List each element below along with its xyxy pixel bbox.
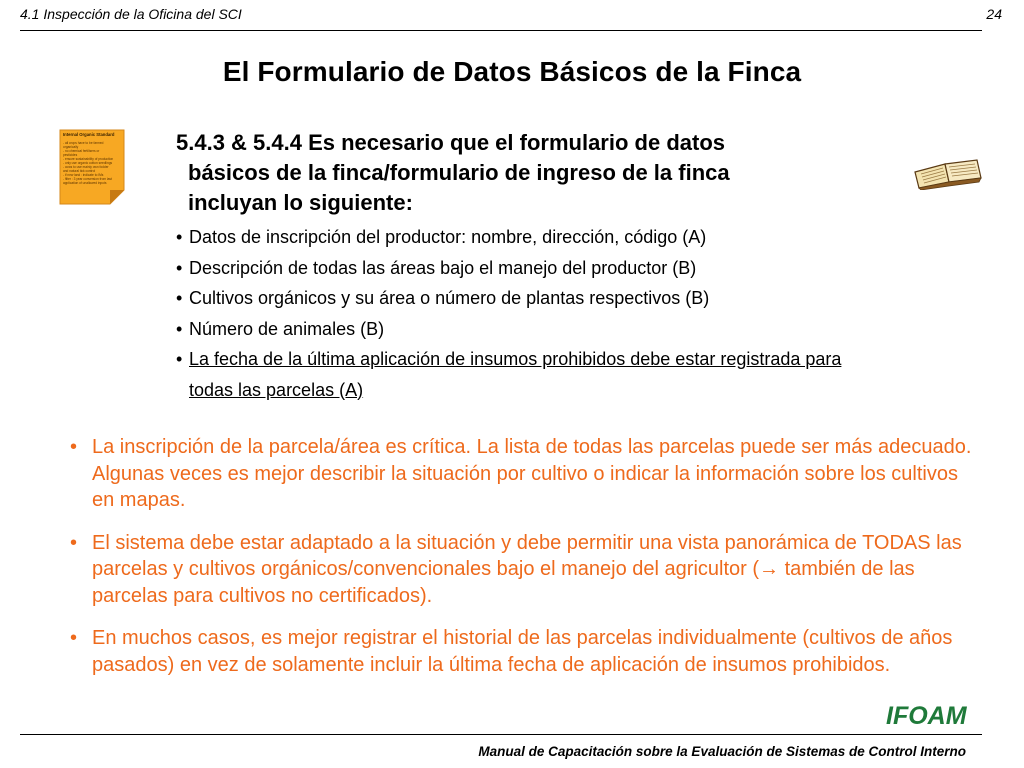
sticky-note-icon [58, 128, 126, 206]
list-item: • Descripción de todas las áreas bajo el manejo del productor (B) [176, 257, 697, 278]
note-text: La inscripción de la parcela/área es crítica. La lista de todas las parcelas puede ser más adecuado. Algunas veces es mejor describir la situación por cultivo o indicar la información sobre los cultivos en mapas. [92, 436, 972, 511]
section-heading [176, 128, 876, 218]
sticky-note-line: - if new land : indicate to IMs [63, 173, 104, 177]
note-text: El sistema debe estar adaptado a la situación y debe permitir una vista panorámica de TODAS las parcelas y cultivos orgánicos/convencionales bajo el manejo del agricultor (→ también de las parcelas para cultivos no certificados). [92, 531, 962, 607]
header-divider [20, 30, 982, 31]
logo-text: IFOAM [886, 702, 967, 728]
list-item: • Número de animales (B) [176, 318, 385, 339]
ifoam-logo [884, 700, 982, 728]
note-text: En muchos casos, es mejor registrar el historial de las parcelas individualmente (cultivos de años pasados) en vez de solamente incluir la última fecha de aplicación de insumos prohibidos. [92, 627, 953, 676]
footer-divider [20, 734, 982, 735]
footer-text: Manual de Capacitación sobre la Evaluación de Sistemas de Control Interno [478, 744, 966, 759]
list-item: • La fecha de la última aplicación de insumos prohibidos debe estar registrada para todas las parcelas (A) [176, 349, 842, 400]
notes-list [70, 434, 980, 694]
sticky-note-line: - filter : 3 year conversion from last [63, 177, 112, 181]
sticky-note-line: pesticides [63, 153, 78, 157]
sticky-note-line: - cows to use mainly own fodder [63, 165, 109, 169]
slide-title: El Formulario de Datos Básicos de la Finca [222, 56, 802, 87]
sticky-note-line: - all crops have to be farmed [63, 141, 104, 145]
sticky-note-title: Internal Organic Standard [63, 132, 115, 137]
requirement-text-underlined-cont: todas las parcelas (A) [189, 379, 364, 400]
sticky-note-line: - ensure sustainability of production [63, 157, 114, 161]
section-heading-line-3: incluyan lo siguiente: [188, 190, 413, 215]
sticky-note-line: application of unallowed inputs [63, 181, 107, 185]
requirement-text: Cultivos orgánicos y su área o número de plantas respectivos (B) [189, 288, 710, 308]
note-item: • En muchos casos, es mejor registrar el historial de las parcelas individualmente (cultivos de años pasados) en vez de solamente incluir la última fecha de aplicación de insumos prohibidos. [70, 627, 953, 676]
open-book-icon [911, 158, 983, 190]
list-item: • Cultivos orgánicos y su área o número de plantas respectivos (B) [176, 288, 710, 308]
requirement-text: Número de animales (B) [189, 318, 385, 339]
section-heading-line-1: 5.4.3 & 5.4.4 Es necesario que el formulario de datos [176, 130, 725, 155]
slide-header [20, 6, 1002, 30]
requirements-list [176, 222, 976, 405]
requirement-text-underlined: La fecha de la última aplicación de insumos prohibidos debe estar registrada para [189, 349, 842, 369]
requirement-text: Datos de inscripción del productor: nombre, dirección, código (A) [189, 227, 707, 247]
sticky-note-line: and natural tick control [63, 169, 96, 173]
requirement-text: Descripción de todas las áreas bajo el manejo del productor (B) [189, 257, 697, 278]
note-item: • La inscripción de la parcela/área es crítica. La lista de todas las parcelas puede ser más adecuado. Algunas veces es mejor describir la situación por cultivo o indicar la información sobre los cultivos en mapas. [70, 436, 972, 511]
sticky-note-line: organically [63, 145, 79, 149]
section-reference: 4.1 Inspección de la Oficina del SCI [20, 6, 242, 22]
sticky-note-line: - only use organic cotton seedlings [63, 161, 113, 165]
section-heading-line-2: básicos de la finca/formulario de ingreso de la finca [188, 160, 730, 185]
note-item: • El sistema debe estar adaptado a la situación y debe permitir una vista panorámica de TODAS las parcelas y cultivos orgánicos/convencionales bajo el manejo del agricultor (→ también de las parcelas para cultivos no certificados). [70, 531, 962, 607]
page-number: 24 [986, 6, 1002, 22]
list-item: • Datos de inscripción del productor: nombre, dirección, código (A) [176, 227, 707, 247]
sticky-note-line: - no chemical fertilisers or [63, 149, 100, 153]
